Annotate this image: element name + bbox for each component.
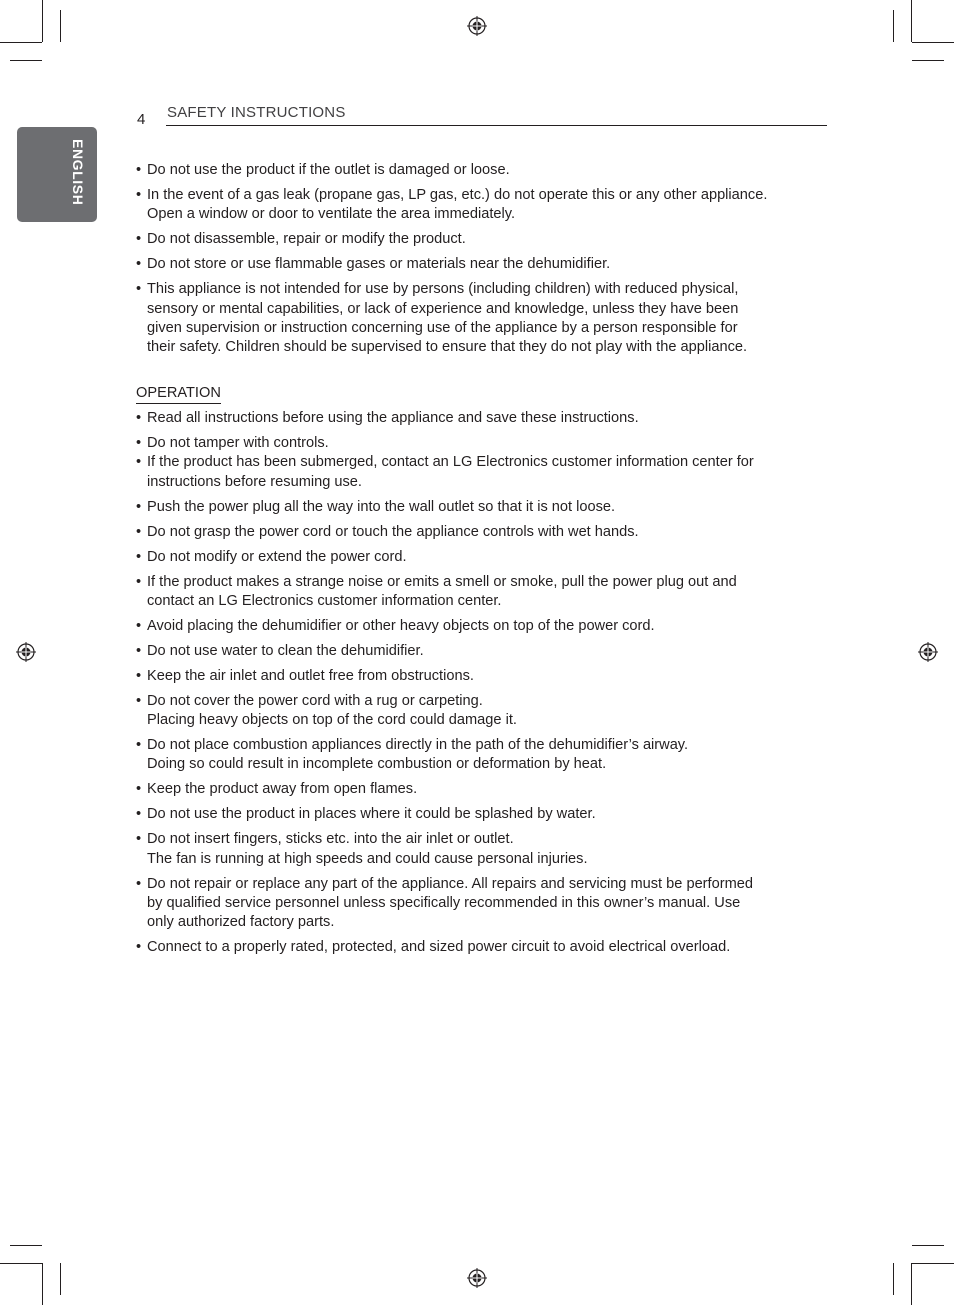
language-tab-label: ENGLISH	[70, 139, 86, 206]
crop-mark	[10, 1245, 42, 1246]
list-item: • Connect to a properly rated, protected, and sized power circuit to avoid electrical overload.	[136, 938, 836, 957]
crop-mark	[912, 1263, 954, 1264]
list-item: • Keep the product away from open flames.	[136, 780, 836, 799]
crop-mark	[912, 60, 944, 61]
registration-mark-icon	[918, 642, 938, 662]
crop-mark	[911, 1263, 912, 1305]
crop-mark	[893, 10, 894, 42]
list-item: • Do not use the product in places where it could be splashed by water.	[136, 805, 836, 824]
list-item: • Avoid placing the dehumidifier or other heavy objects on top of the power cord.	[136, 617, 836, 636]
crop-mark	[60, 1263, 61, 1295]
list-item: • Do not store or use flammable gases or materials near the dehumidifier.	[136, 255, 836, 274]
list-item: • Do not grasp the power cord or touch the appliance controls with wet hands.	[136, 523, 836, 542]
crop-mark	[10, 60, 42, 61]
list-item: • Push the power plug all the way into the wall outlet so that it is not loose.	[136, 498, 836, 517]
crop-mark	[42, 1263, 43, 1305]
list-item: • If the product makes a strange noise or emits a smell or smoke, pull the power plug out and contact an LG Electronics customer information center.	[136, 573, 836, 612]
crop-mark	[912, 42, 954, 43]
section-heading-operation: OPERATION	[136, 384, 221, 404]
crop-mark	[893, 1263, 894, 1295]
registration-mark-icon	[467, 16, 487, 36]
list-item: • If the product has been submerged, contact an LG Electronics customer information center for instructions before resuming use.	[136, 453, 836, 492]
list-item: • Do not repair or replace any part of the appliance. All repairs and servicing must be performed by qualified service personnel unless specifically recommended in this owner’s manual. Use only authorized factory parts.	[136, 875, 836, 933]
list-item: • Do not tamper with controls.	[136, 434, 836, 453]
page-title: SAFETY INSTRUCTIONS	[167, 104, 346, 121]
crop-mark	[0, 1263, 42, 1264]
operation-list	[136, 409, 836, 957]
registration-mark-icon	[16, 642, 36, 662]
list-item: • Do not insert fingers, sticks etc. into the air inlet or outlet. The fan is running at high speeds and could cause personal injuries.	[136, 830, 836, 869]
list-item: • This appliance is not intended for use by persons (including children) with reduced physical, sensory or mental capabilities, or lack of experience and knowledge, unless they have been given supervision or instruction concerning use of the appliance by a person responsible for their safety. Children should be supervised to ensure that they do not play with the appliance.	[136, 280, 836, 357]
list-item: • Do not use the product if the outlet is damaged or loose.	[136, 161, 836, 180]
crop-mark	[911, 0, 912, 42]
safety-content	[136, 161, 836, 963]
crop-mark	[60, 10, 61, 42]
list-item: • Read all instructions before using the appliance and save these instructions.	[136, 409, 836, 428]
list-item: • Do not use water to clean the dehumidifier.	[136, 642, 836, 661]
registration-mark-icon	[467, 1268, 487, 1288]
list-item: • Do not cover the power cord with a rug or carpeting. Placing heavy objects on top of the cord could damage it.	[136, 692, 836, 731]
crop-mark	[0, 42, 42, 43]
list-item: • Do not disassemble, repair or modify the product.	[136, 230, 836, 249]
list-item: • In the event of a gas leak (propane gas, LP gas, etc.) do not operate this or any other appliance. Open a window or door to ventilate the area immediately.	[136, 186, 836, 225]
crop-mark	[42, 0, 43, 42]
list-item: • Do not place combustion appliances directly in the path of the dehumidifier’s airway. Doing so could result in incomplete combustion or deformation by heat.	[136, 736, 836, 775]
crop-mark	[912, 1245, 944, 1246]
page-number: 4	[137, 111, 146, 128]
list-item: • Do not modify or extend the power cord.	[136, 548, 836, 567]
intro-list	[136, 161, 836, 357]
header-divider	[166, 125, 827, 126]
list-item: • Keep the air inlet and outlet free from obstructions.	[136, 667, 836, 686]
